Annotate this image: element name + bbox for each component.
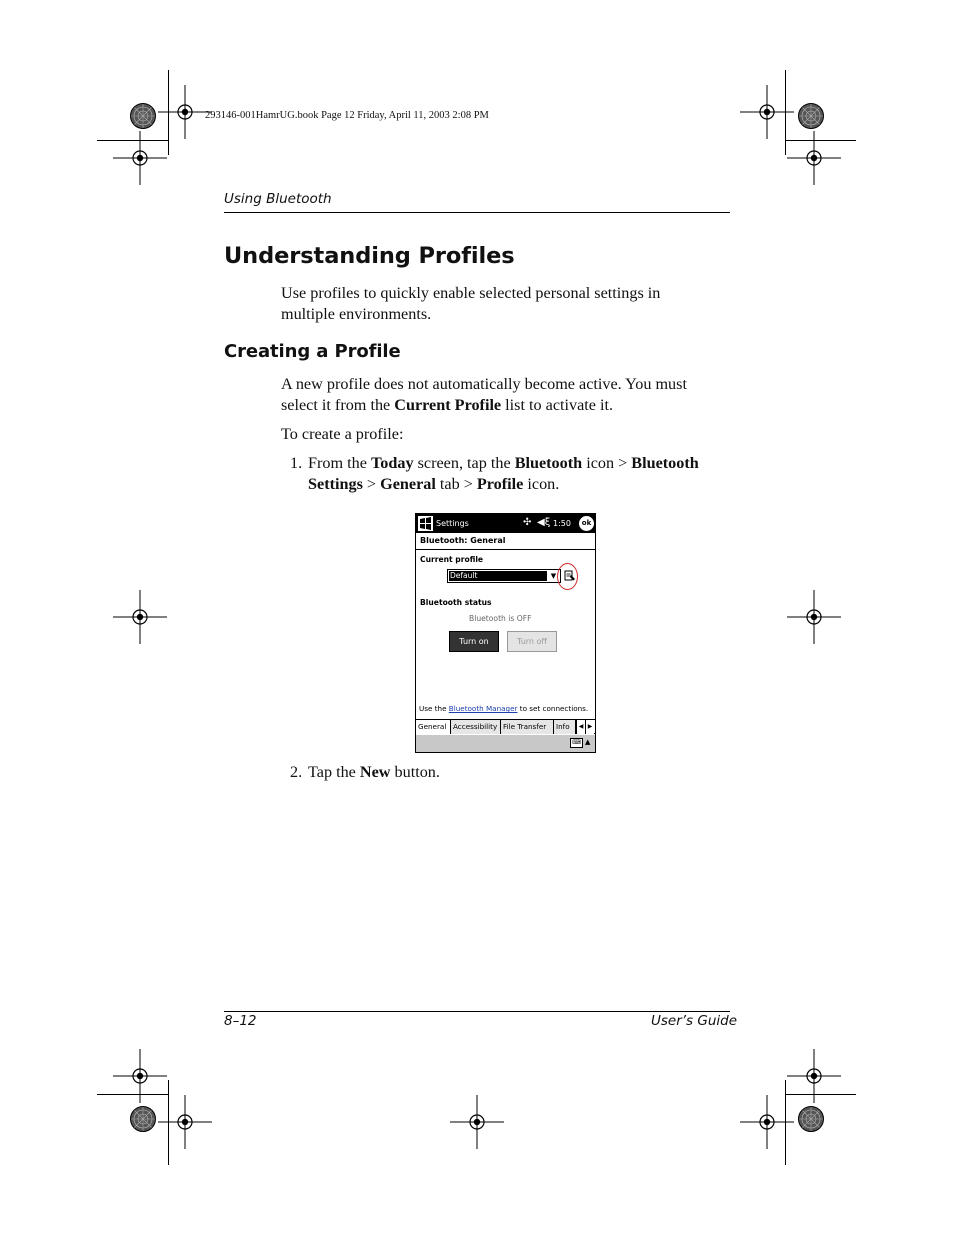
tab-file-transfer[interactable]: File Transfer — [501, 720, 554, 734]
current-profile-select[interactable]: Default ▼ — [447, 569, 561, 583]
step-number: 1. — [290, 454, 303, 472]
bluetooth-manager-hint: Use the Bluetooth Manager to set connections. — [419, 704, 589, 713]
turn-on-button[interactable]: Turn on — [449, 631, 499, 652]
menu-bar — [416, 735, 595, 753]
keyboard-icon[interactable]: ⌨ — [570, 738, 583, 748]
tab-scroll-left-icon[interactable]: ◀ — [576, 720, 585, 734]
title-bar — [416, 514, 595, 533]
instruction-intro: To create a profile: — [281, 425, 404, 443]
tab-accessibility[interactable]: Accessibility — [451, 720, 501, 734]
clock[interactable]: 1:50 — [553, 519, 571, 528]
app-title: Settings — [436, 519, 469, 528]
header-rule — [224, 212, 730, 213]
speaker-icon[interactable]: ◀ξ — [537, 517, 551, 528]
page-subtitle: Bluetooth: General — [420, 536, 506, 545]
windows-flag-icon — [418, 516, 433, 531]
book-title: User’s Guide — [651, 1013, 738, 1029]
chevron-down-icon: ▼ — [550, 572, 557, 580]
settings-tabs — [416, 719, 595, 734]
intro-paragraph: Use profiles to quickly enable selected personal settings in multiple environments. — [281, 284, 661, 323]
step-1: 1. From the Today screen, tap the Bluetooth icon > Bluetooth Settings > General tab > Profile icon. — [290, 454, 699, 493]
step-number: 2. — [290, 763, 303, 781]
input-panel-arrow-icon[interactable]: ▲ — [585, 738, 591, 746]
turn-off-button[interactable]: Turn off — [507, 631, 557, 652]
tab-info[interactable]: Info — [554, 720, 576, 734]
highlight-circle — [557, 563, 578, 590]
bluetooth-status-label: Bluetooth status — [420, 598, 492, 607]
step-2: 2. Tap the New button. — [290, 763, 440, 781]
current-profile-label: Current profile — [420, 555, 484, 564]
running-head: Using Bluetooth — [224, 191, 332, 207]
section-heading: Understanding Profiles — [224, 243, 515, 269]
profile-paragraph: A new profile does not automatically become active. You must select it from the Current Profile list to activate it. — [281, 375, 687, 414]
subsection-heading: Creating a Profile — [224, 341, 401, 362]
bluetooth-manager-link[interactable]: Bluetooth Manager — [448, 704, 518, 713]
footer-rule — [224, 1011, 730, 1012]
bluetooth-status-value: Bluetooth is OFF — [469, 614, 532, 623]
page-number: 8–12 — [224, 1013, 257, 1029]
connectivity-icon[interactable]: ✣ — [523, 517, 532, 528]
ok-button[interactable]: ok — [579, 516, 594, 531]
tab-general[interactable]: General — [416, 720, 451, 734]
tab-scroll-right-icon[interactable]: ▶ — [585, 720, 594, 734]
bluetooth-settings-screenshot — [415, 513, 596, 753]
print-info: 293146-001HamrUG.book Page 12 Friday, April 11, 2003 2:08 PM — [205, 110, 489, 121]
